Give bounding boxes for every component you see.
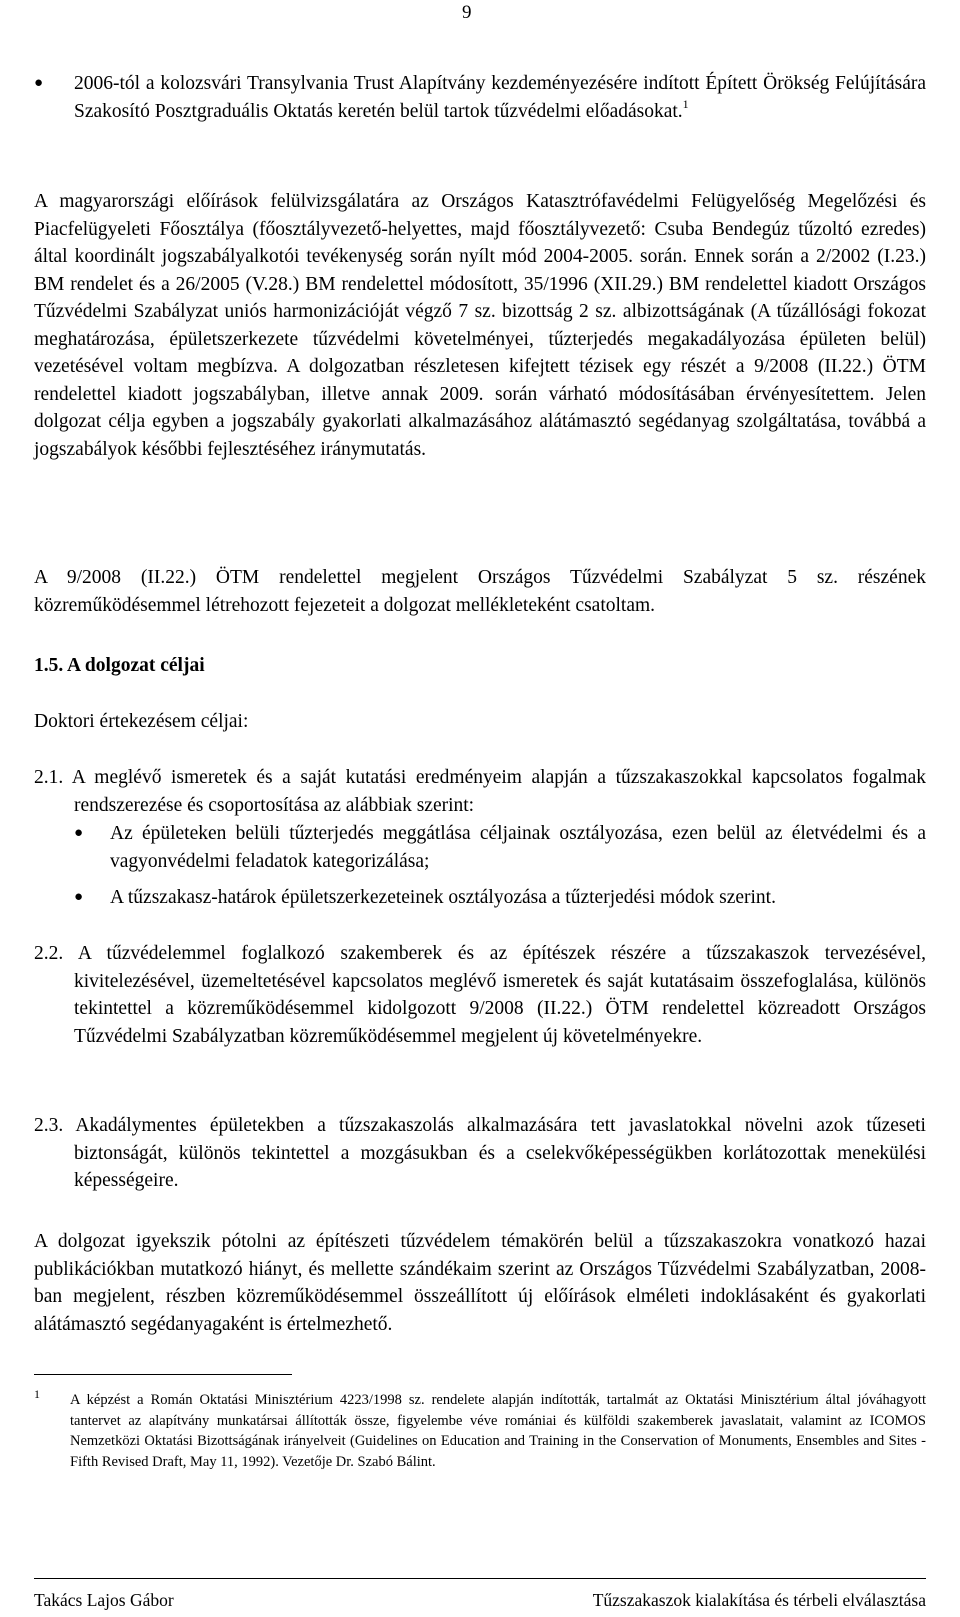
goal-2-1-bullet-1 xyxy=(74,820,926,875)
closing-paragraph: A dolgozat igyekszik pótolni az építészeti tűzvédelem témakörén belül a tűzszakaszokra vonatkozó hazai publikációkban mutatkozó hiányt, és mellette szándékaim szerint az Országos Tűzvédelmi Szabályzatban, 2008-ban megjelent, részben közreműködésemmel összeállított új előírások elméleti indoklásaként és gyakorlati alátámasztó segédanyagaként is értelmezhető. xyxy=(34,1231,926,1335)
intro-bullet-text: 2006-tól a kolozsvári Transylvania Trust Alapítvány kezdeményezésére indított Épített Örökség Felújítására Szakosító Posztgraduális Oktatás keretén belül tartok tűzvédelmi előadásokat. xyxy=(74,73,926,122)
bullet-icon: ● xyxy=(74,889,84,905)
goal-2-1-bullet-2 xyxy=(74,884,926,912)
goal-text: A meglévő ismeretek és a saját kutatási eredményeim alapján a tűzszakaszokkal kapcsolatos fogalmak rendszerezése és csoportosítása az alábbiak szerint: xyxy=(71,767,926,816)
footnote-number: 1 xyxy=(34,1387,40,1401)
paragraph-2: A 9/2008 (II.22.) ÖTM rendelettel megjelent Országos Tűzvédelmi Szabályzat 5 sz. részének közreműködésemmel létrehozott fejezeteit a dolgozat mellékleteként csatoltam. xyxy=(34,567,926,616)
list-item: Az épületeken belüli tűzterjedés meggátlása céljainak osztályozása, ezen belül az életvédelmi és a vagyonvédelmi feladatok kategorizálása; xyxy=(110,823,926,872)
goal-number: 2.2. xyxy=(34,943,64,964)
list-item: A tűzszakasz-határok épületszerkezeteinek osztályozása a tűzterjedési módok szerint. xyxy=(110,887,776,908)
page-number: 9 xyxy=(462,2,472,23)
goal-2-1 xyxy=(34,764,926,819)
intro-bullet xyxy=(34,70,926,125)
goal-text: A tűzvédelemmel foglalkozó szakemberek és az építészek részére a tűzszakaszok tervezésével, kivitelezésével, üzemeltetésével kapcsolatos meglévő ismeretek és saját kutatásaim összefoglalása, különös tekintettel a közreműködésemmel kidolgozott 9/2008 (II.22.) ÖTM rendelettel közreadott Országos Tűzvédelmi Szabályzatban közreműködésemmel megjelent új követelményekre. xyxy=(74,943,926,1047)
goal-number: 2.1. xyxy=(34,767,64,788)
goal-number: 2.3. xyxy=(34,1115,64,1136)
footnote-divider xyxy=(34,1374,292,1375)
goal-2-3 xyxy=(34,1112,926,1195)
footnote xyxy=(34,1387,926,1472)
footer-divider xyxy=(34,1578,926,1579)
goal-text: Akadálymentes épületekben a tűzszakaszolás alkalmazására tett javaslatokkal növelni azok tűzeseti biztonságát, különös tekintettel a mozgásukban és a cselekvőképességükben korlátozottak menekülési képességeire. xyxy=(74,1115,926,1191)
bullet-icon: ● xyxy=(74,825,84,841)
footnote-ref: 1 xyxy=(682,96,689,111)
footer-author: Takács Lajos Gábor xyxy=(34,1590,174,1610)
bullet-icon: ● xyxy=(34,75,44,91)
goal-2-2 xyxy=(34,940,926,1050)
footnote-text: A képzést a Román Oktatási Minisztérium 4223/1998 sz. rendelete alapján indították, tartalmát az Oktatási Minisztérium által jóváhagyott tantervet az alapítvány munkatársai állították össze, figyelembe véve romániai és külföldi szakemberek javaslatait, valamint az ICOMOS Nemzetközi Oktatási Bizottságának irányelveit (Guidelines on Education and Training in the Conservation of Monuments, Ensembles and Sites - Fifth Revised Draft, May 11, 1992). Vezetője Dr. Szabó Bálint. xyxy=(70,1392,926,1470)
section-heading: 1.5. A dolgozat céljai xyxy=(34,655,205,676)
paragraph-1: A magyarországi előírások felülvizsgálatára az Országos Katasztrófavédelmi Felügyelőség Megelőzési és Piacfelügyeleti Főosztálya (főosztályvezető-helyettes, majd főosztályvezető: Csuba Bendegúz tűzoltó ezredes) által koordinált jogszabályalkotói tevékenység során nyílt mód 2004-2005. során. Ennek során a 2/2002 (I.23.) BM rendelet és a 26/2005 (V.28.) BM rendelettel módosított, 35/1996 (XII.29.) BM rendelettel kiadott Országos Tűzvédelmi Szabályzat uniós harmonizációját végző 7 sz. bizottság 2 sz. albizottságának (A tűzállósági fokozat meghatározása, épületszerkezete tűzvédelmi követelményei, tűzterjedés megakadályozása épületen belül) vezetésével voltam megbízva. A dolgozatban részletesen kifejtett tézisek egy részét a 9/2008 (II.22.) ÖTM rendelettel kiadott jogszabályban, illetve annak 2009. során várható módosításában érvényesítettem. Jelen dolgozat célja egyben a jogszabály gyakorlati alkalmazásához alátámasztó segédanyag szolgáltatása, továbbá a jogszabályok későbbi fejlesztéséhez iránymutatás. xyxy=(34,191,926,460)
section-intro: Doktori értekezésem céljai: xyxy=(34,711,249,732)
footer-title: Tűzszakaszok kialakítása és térbeli elválasztása xyxy=(592,1590,926,1610)
